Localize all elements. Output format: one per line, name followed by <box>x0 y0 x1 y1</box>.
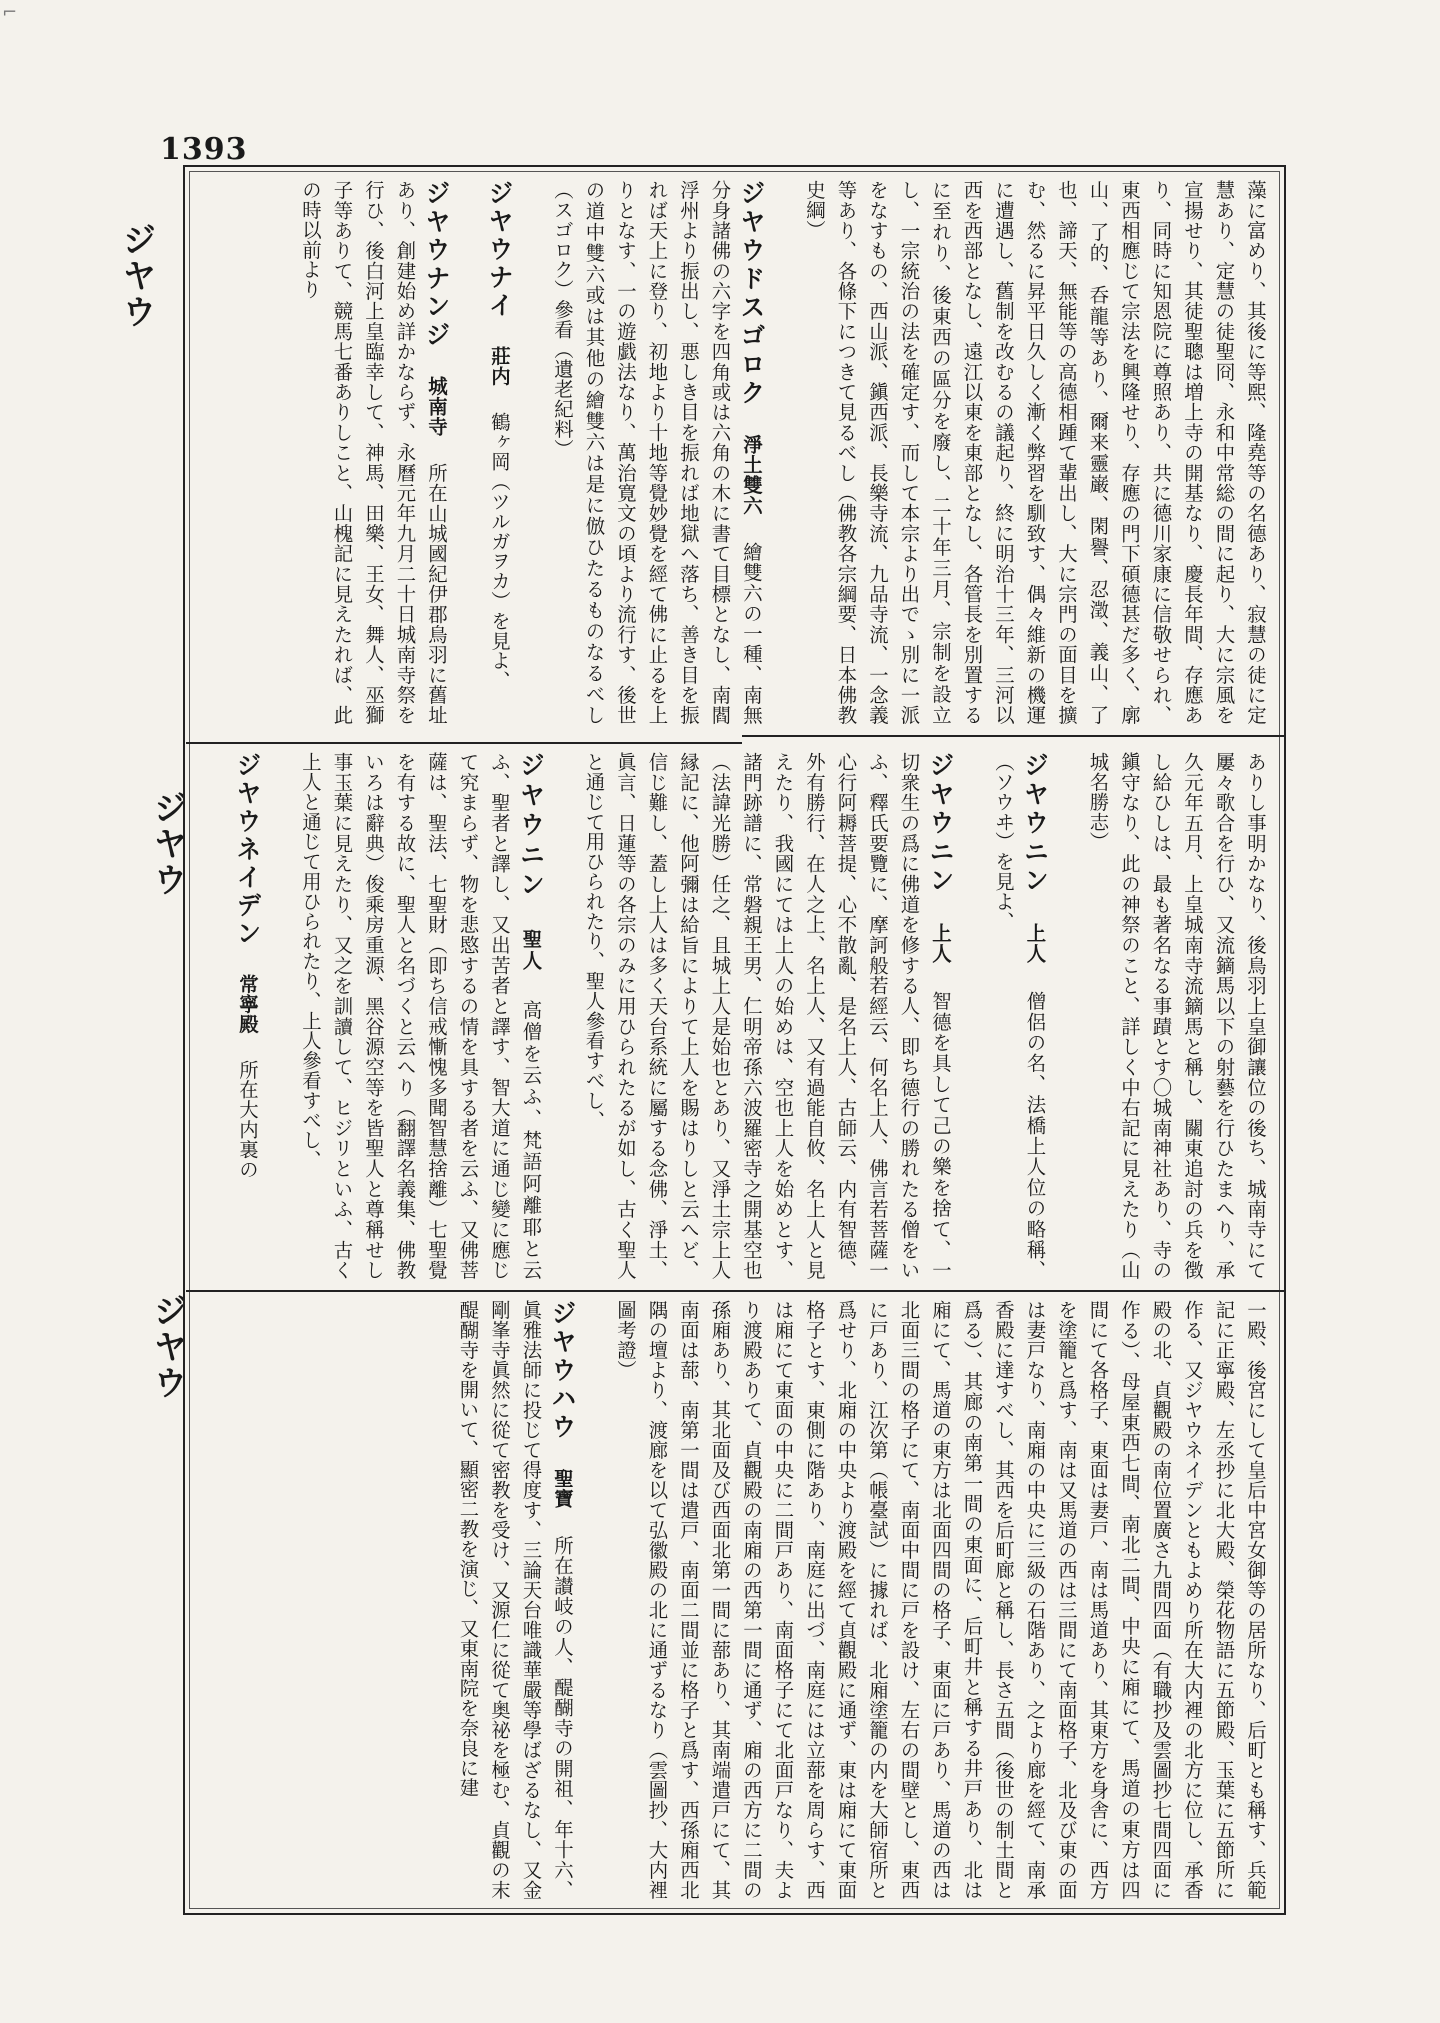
entry-heading: ジヤウネイデン <box>233 752 262 948</box>
entry-heading: ジヤウナイ <box>485 180 514 320</box>
entry <box>484 180 516 725</box>
entry-kanji: 聖人 <box>519 926 543 973</box>
paragraph: 一殿、後宮にして皇后中宮女御等の居所なり、后町とも稱す、兵範記に正寧殿、左丞抄に北大殿、榮花物語に五節殿、玉葉に五節所に作る、又ジヤウネイデンともよめり所在大内裡の北方に位し、承香殿の北、貞觀殿の南位置廣さ九間四面（有職抄及雲圖抄七間四面に作る）、母屋東西七間、南北二間、中央に廂にて、馬道の東方は四間にて各格子、東面は妻戸、南は馬道あり、其東方を身舎に、西方を塗籠と爲す、南は又馬道の西は三間にて南面格子、北及び東の面は妻戸なり、南廂の中央に三級の石階あり、之より廊を經て、南承香殿に達すべし、其西を后町廊と稱し、長さ五間（後世の制土間と爲る）、其廊の南第一間の東面に、后町井と稱する井戸あり、北は廂にて、馬道の東方は北面四間の格子、東面に戸あり、馬道の西は北面三間の格子にて、南面中間に戸を設け、左右の間壁とし、東西に戸あり、江次第（帳臺試）に據れば、北廂塗籠の内を大師宿所と爲せり、北廂の中央より渡殿を經て貞觀殿に通ず、東は廂にて東面格子とす、東側に階あり、南庭に出づ、南庭には立蔀を周らす、西は廂にて東面の中央に二間戸あり、南面格子にて北面戸なり、夫より渡殿ありて、貞觀殿の南廂の西第一間に通ず、廂の西方に二間の孫廂あり、其北面及び西面北第一間に蔀あり、其南端遣戸にて、其南面は蔀、南第一間は遣戸、南面二間並に格子と爲す、西孫廂西北隅の壇より、渡廊を以て弘徽殿の北に通ずるなり（雲圖抄、大内裡圖考證） <box>614 1300 1267 1900</box>
divider-left <box>186 742 742 744</box>
entry-text: 鶴ヶ岡（ツルガヲカ）を見よ、 <box>488 411 511 691</box>
entry-heading: ジヤウナンジ <box>422 180 451 350</box>
entry-kanji: 上人 <box>929 922 952 965</box>
entry <box>452 1300 578 1900</box>
entry-text: 所在山城國紀伊郡鳥羽に舊址あり、創建始め詳かならず、永曆元年九月二十日城南寺祭を行ひ、後白河上皇臨幸して、神馬、田樂、王女、舞人、巫獅子等ありて、競馬七番ありしこと、山槐記に見えたれば、此の時以前より <box>299 180 448 725</box>
column-block-c <box>201 1300 1271 1900</box>
entry <box>232 752 264 1280</box>
divider-upper <box>742 735 1286 737</box>
entry-kanji: 城南寺 <box>425 375 448 437</box>
entry-text: 所在大内裏の <box>236 1059 259 1180</box>
entry-text: 智德を具して己の樂を捨て、一切衆生の爲に佛道を修する人、即ち德行の勝れたる僧をいふ、釋氏要覽に、摩訶般若經云、何名上人、佛言若菩薩一心行阿耨菩提、心不散亂、是名上人、古師云、内有智德、外有勝行、在人之上、名上人、又有過能自攸、名上人と見えたり、我國にては上人の始めは、空也上人を始めとす、諸門跡譜に、常磐親王男、仁明帝孫六波羅密寺之開基空也（法諱光勝）任之、且城上人是始也とあり、又淨土宗上人縁記に、他阿彌は給旨によりて上人を賜はりしと云へど、信じ難し、蓋し上人は多く天台系統に屬する念佛、淨土、眞言、日蓮等の各宗のみに用ひられたるが如し、古く聖人と通じて用ひられたり、聖人參看すべし、 <box>582 752 952 1280</box>
section-header-top: ジヤウ <box>116 222 156 330</box>
entry-text: 高僧を云ふ、梵語阿離耶と云ふ、聖者と譯し、又出苦者と譯す、智大道に通じ變に應じて究まらず、物を悲愍するの情を具する者を云ふ、又佛菩薩は、聖法、七聖財（即ち信戒慚愧多聞智慧捨離）七聖覺を有する故に、聖人と名づくと云へり（翻譯名義集、佛教いろは辭典）俊乘房重源、黑谷源空等を皆聖人と尊稱せし事玉葉に見えたり、又之を訓讀して、ヒジリといふ、古く上人と通じて用ひられたり、上人參看すべし、 <box>299 752 543 1280</box>
entry-text: 僧侶の名、法橋上人位の略稱、（ソウヰ）を見よ、 <box>992 752 1047 1280</box>
page-number: 1393 <box>160 132 248 167</box>
entry <box>295 180 453 725</box>
column-block-a <box>201 180 1271 725</box>
entry <box>295 752 547 1280</box>
entry-text: 所在讃岐の人、醍醐寺の開祖、年十六、眞雅法師に投じて得度す、三論天台唯識華嚴等學ばざるなし、又金剛峯寺眞然に從て密教を受け、又源仁に從て奥祕を極む、貞觀の末醍醐寺を開いて、顯密二教を演じ、又東南院を奈良に建 <box>456 1300 574 1900</box>
entry <box>578 752 956 1280</box>
entry-heading: ジヤウニン <box>1020 752 1050 896</box>
entry-kanji: 常寧殿 <box>236 974 259 1034</box>
column-block-b <box>201 752 1271 1280</box>
entry-kanji: 聖寶 <box>551 1467 574 1509</box>
entry-heading: ジヤウニン <box>516 752 546 901</box>
entry-heading: ジヤウハウ <box>548 1300 577 1442</box>
entry <box>988 752 1051 1280</box>
section-header-bottom: ジヤウ <box>147 1293 187 1401</box>
entry-kanji: 莊内 <box>488 346 511 386</box>
paragraph: 藻に富めり、其後に等煕、隆堯等の名德あり、寂慧の徒に定慧あり、定慧の徒聖冏、永和中常総の間に起り、大に宗風を宣揚せり、其徒聖聰は増上寺の開基なり、慶長年間、存應あり、同時に知恩院に尊照あり、共に德川家康に信敬せられ、東西相應じて宗法を興隆せり、存應の門下碩德甚だ多く、廓山、了的、呑龍等あり、爾来靈巌、閑譽、忍澂、義山、了也、諦天、無能等の高德相踵て輩出し、大に宗門の面目を擴む、然るに昇平日久しく漸く弊習を馴致す、偶々維新の機運に遭遇し、舊制を改むるの議起り、終に明治十三年、三河以西を西部となし、遠江以東を東部となし、各管長を別置するに至れり、後東西の區分を廢し、二十年三月、宗制を設立し、一宗統治の法を確定す、而して本宗より出でゝ別に一派をなすもの、西山派、鎭西派、長樂寺流、九品寺流、一念義等あり、各條下につきて見るべし（佛教各宗綱要、日本佛教史綱） <box>803 180 1267 725</box>
entry-text: 繪雙六の一種、南無分身諸佛の六字を四角或は六角の木に書て目標となし、南閻浮州より振出し、悪しき目を振れば地獄へ落ち、善き目を振れば天上に登り、初地より十地等覺妙覺を經て佛に止るを上りとなす、一の遊戯法なり、萬治寛文の頃より流行す、後世の道中雙六或は其他の繪雙六は是に倣ひたるものなるべし（スゴロク）參看（遺老紀料） <box>551 180 763 725</box>
section-header-middle: ジヤウ <box>147 790 187 898</box>
divider-lower <box>186 1290 1286 1292</box>
corner-mark-icon: ⌐ <box>2 2 18 23</box>
entry-kanji: 上人 <box>1023 922 1047 965</box>
entry-kanji: 淨土雙六 <box>740 433 763 516</box>
entry-heading: ジヤウニン <box>926 752 955 896</box>
entry <box>547 180 768 725</box>
entry-heading: ジヤウドスゴロク <box>737 180 766 408</box>
paragraph: ありし事明かなり、後鳥羽上皇御讓位の後ち、城南寺にて屢々歌合を行ひ、又流鏑馬以下の射藝を行ひたまへり、承久元年五月、上皇城南寺流鏑馬と稱し、關東追討の兵を徴し給ひしは、最も著名なる事蹟とす〇城南神社あり、寺の鎭守なり、此の神祭のこと、詳しく中右記に見えたり（山城名勝志） <box>1086 752 1267 1280</box>
